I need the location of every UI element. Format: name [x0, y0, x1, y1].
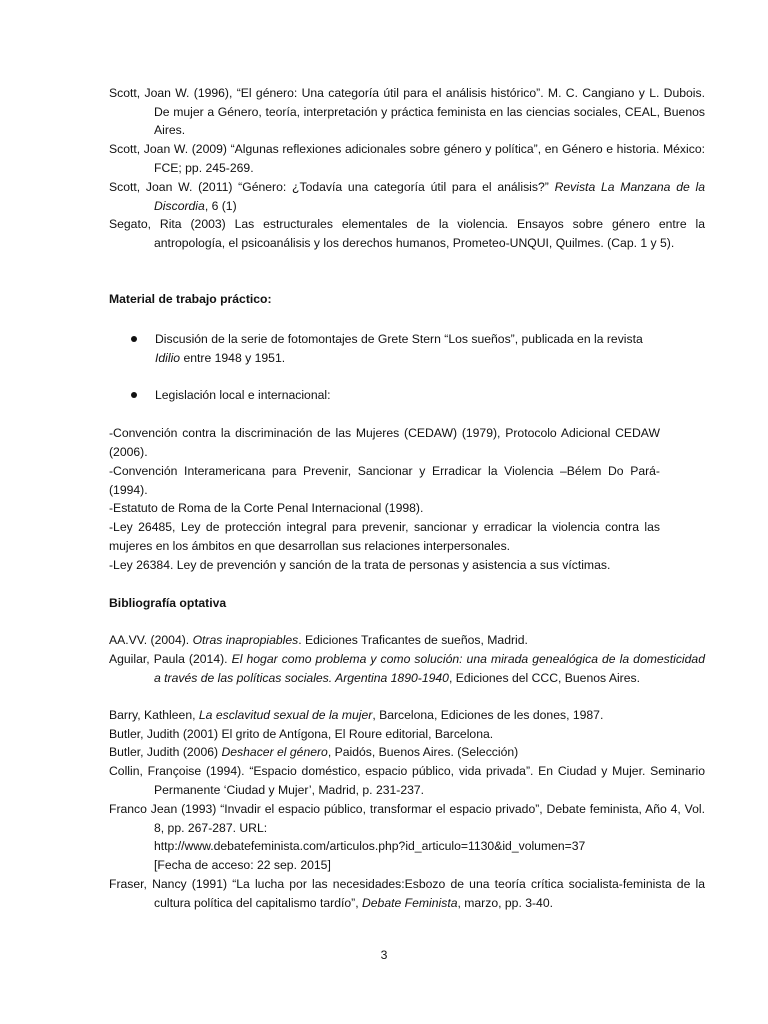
law-estatuto-roma: -Estatuto de Roma de la Corte Penal Internacional (1998).	[109, 501, 424, 515]
reference-scott-1996: Scott, Joan W. (1996), “El género: Una categoría útil para el análisis histórico”. M. C. Cangiano y L. Dubois. De mujer a Género, teoría, interpretación y práctica feminista en las ciencias sociales, CEAL, Buenos Aires.	[109, 86, 705, 138]
law-26384: -Ley 26384. Ley de prevención y sanción de la trata de personas y asistencia a sus víctimas.	[109, 558, 611, 572]
reference-collin-1994: Collin, Françoise (1994). “Espacio doméstico, espacio público, vida privada”. En Ciudad y Mujer. Seminario Permanente ‘Ciudad y Mujer’, Madrid, p. 231-237.	[109, 764, 705, 797]
reference-aguilar-2014: Aguilar, Paula (2014). El hogar como problema y como solución: una mirada genealógica de la domesticidad a través de las políticas sociales. Argentina 1890-1940, Ediciones del CCC, Buenos Aires.	[109, 652, 705, 685]
law-cedaw: -Convención contra la discriminación de las Mujeres (CEDAW) (1979), Protocolo Adicional CEDAW (2006).	[109, 426, 660, 459]
reference-butler-2006: Butler, Judith (2006) Deshacer el género, Paidós, Buenos Aires. (Selección)	[109, 745, 519, 759]
reference-segato-2003: Segato, Rita (2003) Las estructurales elementales de la violencia. Ensayos sobre género entre la antropología, el psicoanálisis y los derechos humanos, Prometeo-UNQUI, Quilmes. (Cap. 1 y 5).	[109, 217, 705, 250]
bullet-icon	[131, 336, 137, 342]
reference-franco-1993: Franco Jean (1993) “Invadir el espacio público, transformar el espacio privado”, Debate feminista, Año 4, Vol. 8, pp. 267-287. URL: http://www.debatefeminista.com/articulos.php?id_articulo=1130&id_volumen=37 [Fecha de acceso: 22 sep. 2015]	[109, 802, 705, 872]
bullet-item-legislation: Legislación local e internacional:	[155, 388, 331, 402]
page-number: 3	[380, 948, 388, 962]
law-26485: -Ley 26485, Ley de protección integral para prevenir, sancionar y erradicar la violencia contra las mujeres en los ámbitos en que desarrollan sus relaciones interpersonales.	[109, 520, 660, 553]
reference-butler-2001: Butler, Judith (2001) El grito de Antígona, El Roure editorial, Barcelona.	[109, 727, 494, 741]
reference-scott-2011: Scott, Joan W. (2011) “Género: ¿Todavía una categoría útil para el análisis?” Revista La Manzana de la Discordia, 6 (1)	[109, 180, 705, 213]
reference-aavv-2004: AA.VV. (2004). Otras inapropiables. Ediciones Traficantes de sueños, Madrid.	[109, 633, 528, 647]
reference-fraser-1991: Fraser, Nancy (1991) “La lucha por las necesidades:Esbozo de una teoría crítica socialista-feminista de la cultura política del capitalismo tardío”, Debate Feminista, marzo, pp. 3-40.	[109, 877, 705, 910]
bullet-icon	[131, 392, 137, 398]
reference-scott-2009: Scott, Joan W. (2009) “Algunas reflexiones adicionales sobre género y política”, en Género e historia. México: FCE; pp. 245-269.	[109, 142, 705, 175]
optional-bibliography-heading: Bibliografía optativa	[109, 596, 227, 610]
law-belem-do-para: -Convención Interamericana para Prevenir, Sancionar y Erradicar la Violencia –Bélem Do Pará- (1994).	[109, 464, 660, 497]
practical-material-heading: Material de trabajo práctico:	[109, 292, 272, 306]
reference-barry: Barry, Kathleen, La esclavitud sexual de la mujer, Barcelona, Ediciones de les dones, 1987.	[109, 708, 604, 722]
bullet-item-grete-stern: Discusión de la serie de fotomontajes de Grete Stern “Los sueños”, publicada en la revista Idilio entre 1948 y 1951.	[155, 332, 643, 365]
reference-url[interactable]: http://www.debatefeminista.com/articulos.php?id_articulo=1130&id_volumen=37	[154, 839, 586, 854]
